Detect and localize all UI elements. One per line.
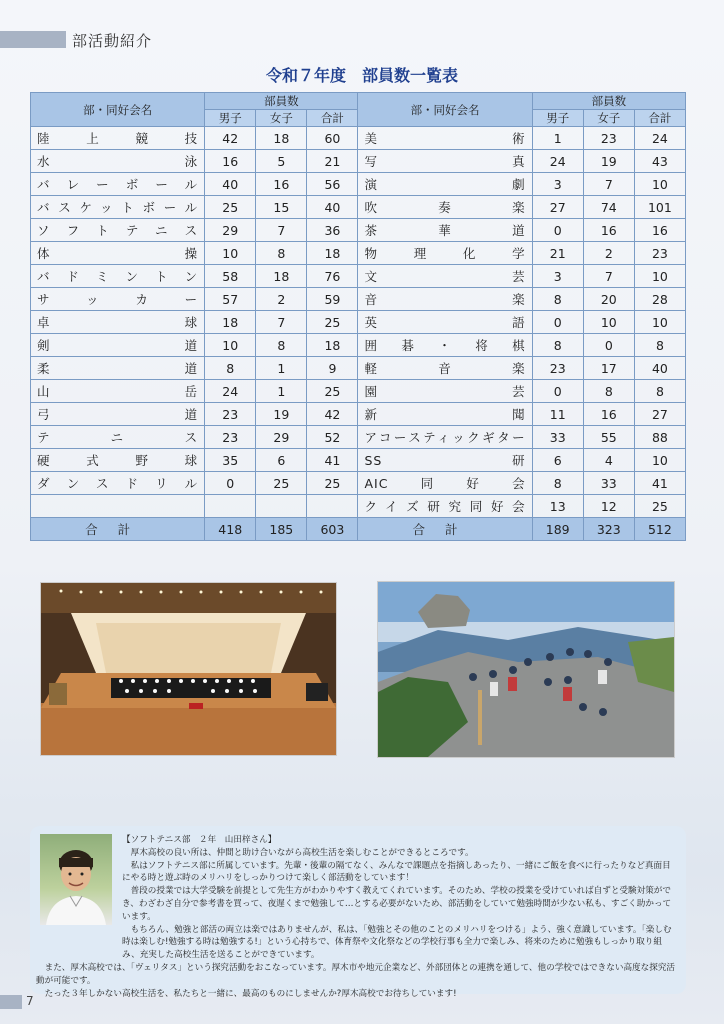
table-row bbox=[31, 265, 686, 288]
total-count-cell: 41 bbox=[634, 472, 685, 495]
female-count-cell: 18 bbox=[256, 127, 307, 150]
member-count-table bbox=[30, 92, 686, 541]
female-count-cell: 29 bbox=[256, 426, 307, 449]
total-count-cell: 16 bbox=[634, 219, 685, 242]
total-sum-left: 603 bbox=[307, 518, 358, 541]
total-count-cell: 36 bbox=[307, 219, 358, 242]
female-count-cell: 19 bbox=[583, 150, 634, 173]
male-header: 男子 bbox=[532, 110, 583, 127]
male-count-cell: 8 bbox=[532, 472, 583, 495]
club-name-cell: 園芸 bbox=[358, 380, 532, 403]
total-count-cell: 8 bbox=[634, 334, 685, 357]
male-count-cell: 10 bbox=[205, 242, 256, 265]
club-name-cell: 柔道 bbox=[31, 357, 205, 380]
testimonial-paragraph: また、厚木高校では、「ヴェリタス」という探究活動をおこなっています。厚木市や地元企業など、外部団体との連携を通して、他の学校ではできない高度な探究活動が可能です。 bbox=[36, 962, 676, 986]
male-count-cell: 27 bbox=[532, 196, 583, 219]
male-count-cell: 8 bbox=[205, 357, 256, 380]
male-count-cell: 23 bbox=[532, 357, 583, 380]
total-count-cell: 10 bbox=[634, 265, 685, 288]
concert-photo-illustration bbox=[41, 583, 336, 755]
male-count-cell: 0 bbox=[532, 380, 583, 403]
section-header-bar bbox=[0, 31, 66, 48]
male-count-cell: 8 bbox=[532, 288, 583, 311]
table-row bbox=[31, 150, 686, 173]
total-count-cell: 76 bbox=[307, 265, 358, 288]
male-count-cell: 10 bbox=[205, 334, 256, 357]
club-name-cell: SS研 bbox=[358, 449, 532, 472]
female-count-cell: 33 bbox=[583, 472, 634, 495]
club-name-header-right: 部・同好会名 bbox=[358, 93, 532, 127]
female-count-cell: 10 bbox=[583, 311, 634, 334]
club-name-cell: 文芸 bbox=[358, 265, 532, 288]
female-header: 女子 bbox=[583, 110, 634, 127]
table-row bbox=[31, 472, 686, 495]
table-row bbox=[31, 495, 686, 518]
male-count-cell: 0 bbox=[532, 311, 583, 334]
female-count-cell: 5 bbox=[256, 150, 307, 173]
female-count-cell: 16 bbox=[583, 403, 634, 426]
female-count-cell: 55 bbox=[583, 426, 634, 449]
total-female-left: 185 bbox=[256, 518, 307, 541]
club-name-cell: 剣道 bbox=[31, 334, 205, 357]
total-count-cell: 40 bbox=[634, 357, 685, 380]
table-row bbox=[31, 426, 686, 449]
total-count-cell: 25 bbox=[307, 472, 358, 495]
total-female-right: 323 bbox=[583, 518, 634, 541]
male-count-cell bbox=[205, 495, 256, 518]
total-count-cell: 59 bbox=[307, 288, 358, 311]
page-number: 7 bbox=[26, 994, 34, 1008]
female-count-cell: 7 bbox=[256, 219, 307, 242]
club-name-cell: 演劇 bbox=[358, 173, 532, 196]
club-name-cell: 硬式野球 bbox=[31, 449, 205, 472]
male-count-cell: 6 bbox=[532, 449, 583, 472]
student-testimonial bbox=[30, 826, 686, 999]
testimonial-heading: 【ソフトテニス部 ２年 山田梓さん】 bbox=[122, 835, 277, 845]
testimonial-paragraph: もちろん、勉強と部活の両立は楽ではありませんが、私は、「勉強とその他のことのメリハリをつける」よう、強く意識しています。「楽しむ時は楽しむ!勉強する時は勉強する!」という心持ちで、体育祭や文化祭などの学校行事も全力で楽しみ、将来のために勉強もしっかり取り組み、充実した高校生活を送ることができています。 bbox=[122, 924, 672, 961]
testimonial-paragraph: 普段の授業では大学受験を前提として先生方がわかりやすく教えてくれています。そのため、学校の授業を受けていれば自ずと受験対策ができ、わざわざ自分で参考書を買って、夜遅くまで勉強して…とする必要がないため、部活動をしていて勉強時間が少ない私も、すごく助かっています。 bbox=[122, 886, 672, 922]
club-name-cell: 茶華道 bbox=[358, 219, 532, 242]
female-count-cell: 8 bbox=[583, 380, 634, 403]
table-row bbox=[31, 380, 686, 403]
club-name-cell: AIC同好会 bbox=[358, 472, 532, 495]
female-count-cell: 1 bbox=[256, 357, 307, 380]
total-count-cell: 25 bbox=[307, 380, 358, 403]
female-count-cell: 19 bbox=[256, 403, 307, 426]
total-count-cell: 10 bbox=[634, 311, 685, 334]
female-count-cell: 7 bbox=[583, 173, 634, 196]
club-name-cell: 写真 bbox=[358, 150, 532, 173]
club-name-cell: アコースティックギター bbox=[358, 426, 532, 449]
table-row bbox=[31, 196, 686, 219]
female-count-cell: 74 bbox=[583, 196, 634, 219]
table-row bbox=[31, 311, 686, 334]
female-count-cell: 2 bbox=[583, 242, 634, 265]
student-avatar bbox=[40, 834, 112, 925]
table-row bbox=[31, 242, 686, 265]
female-count-cell: 4 bbox=[583, 449, 634, 472]
male-count-cell: 57 bbox=[205, 288, 256, 311]
male-count-cell: 0 bbox=[205, 472, 256, 495]
female-count-cell: 8 bbox=[256, 242, 307, 265]
student-portrait bbox=[40, 834, 112, 925]
total-count-cell: 43 bbox=[634, 150, 685, 173]
total-count-cell: 25 bbox=[307, 311, 358, 334]
male-count-cell: 18 bbox=[205, 311, 256, 334]
male-count-cell: 25 bbox=[205, 196, 256, 219]
female-header: 女子 bbox=[256, 110, 307, 127]
total-count-cell bbox=[307, 495, 358, 518]
testimonial-paragraph: 厚木高校の良い所は、仲間と助け合いながら高校生活を楽しむことができるところです。 bbox=[130, 847, 474, 858]
club-name-cell: 弓道 bbox=[31, 403, 205, 426]
total-count-cell: 60 bbox=[307, 127, 358, 150]
male-count-cell: 13 bbox=[532, 495, 583, 518]
table-row bbox=[31, 357, 686, 380]
male-count-cell: 1 bbox=[532, 127, 583, 150]
club-name-cell: バレーボール bbox=[31, 173, 205, 196]
club-name-cell: クイズ研究同好会 bbox=[358, 495, 532, 518]
testimonial-paragraph: たった３年しかない高校生活を、私たちと一緒に、最高のものにしませんか?厚木高校でお待ちしています! bbox=[44, 988, 457, 999]
female-count-cell bbox=[256, 495, 307, 518]
female-count-cell: 15 bbox=[256, 196, 307, 219]
male-header: 男子 bbox=[205, 110, 256, 127]
total-count-cell: 18 bbox=[307, 242, 358, 265]
female-count-cell: 16 bbox=[256, 173, 307, 196]
club-name-cell: テニス bbox=[31, 426, 205, 449]
club-name-cell: 英語 bbox=[358, 311, 532, 334]
male-count-cell: 11 bbox=[532, 403, 583, 426]
female-count-cell: 8 bbox=[256, 334, 307, 357]
total-label-right: 合計 bbox=[358, 518, 532, 541]
male-count-cell: 40 bbox=[205, 173, 256, 196]
club-name-cell: バドミントン bbox=[31, 265, 205, 288]
male-count-cell: 29 bbox=[205, 219, 256, 242]
club-name-cell: 囲碁・将棋 bbox=[358, 334, 532, 357]
table-row bbox=[31, 334, 686, 357]
female-count-cell: 23 bbox=[583, 127, 634, 150]
club-name-cell: 山岳 bbox=[31, 380, 205, 403]
mountain-photo-illustration bbox=[378, 582, 674, 757]
total-header: 合計 bbox=[634, 110, 685, 127]
total-count-cell: 25 bbox=[634, 495, 685, 518]
total-row bbox=[31, 518, 686, 541]
club-name-cell: ソフトテニス bbox=[31, 219, 205, 242]
female-count-cell: 25 bbox=[256, 472, 307, 495]
table-row bbox=[31, 127, 686, 150]
table-title: 令和７年度 部員数一覧表 bbox=[265, 66, 458, 85]
female-count-cell: 0 bbox=[583, 334, 634, 357]
total-sum-right: 512 bbox=[634, 518, 685, 541]
female-count-cell: 17 bbox=[583, 357, 634, 380]
female-count-cell: 7 bbox=[583, 265, 634, 288]
member-count-header-right: 部員数 bbox=[532, 93, 685, 110]
male-count-cell: 16 bbox=[205, 150, 256, 173]
club-name-header-left: 部・同好会名 bbox=[31, 93, 205, 127]
total-count-cell: 9 bbox=[307, 357, 358, 380]
club-name-cell: 軽音楽 bbox=[358, 357, 532, 380]
club-name-cell: 新聞 bbox=[358, 403, 532, 426]
total-count-cell: 8 bbox=[634, 380, 685, 403]
mountain-club-photo bbox=[377, 581, 675, 758]
club-name-cell: 吹奏楽 bbox=[358, 196, 532, 219]
table-row bbox=[31, 403, 686, 426]
total-count-cell: 23 bbox=[634, 242, 685, 265]
male-count-cell: 35 bbox=[205, 449, 256, 472]
table-row bbox=[31, 173, 686, 196]
total-count-cell: 42 bbox=[307, 403, 358, 426]
table-row bbox=[31, 449, 686, 472]
male-count-cell: 58 bbox=[205, 265, 256, 288]
table-row bbox=[31, 288, 686, 311]
club-name-cell: 物理化学 bbox=[358, 242, 532, 265]
club-name-cell bbox=[31, 495, 205, 518]
total-count-cell: 18 bbox=[307, 334, 358, 357]
total-count-cell: 10 bbox=[634, 449, 685, 472]
club-name-cell: 美術 bbox=[358, 127, 532, 150]
club-name-cell: 音楽 bbox=[358, 288, 532, 311]
page-number-bar bbox=[0, 995, 22, 1009]
total-count-cell: 101 bbox=[634, 196, 685, 219]
female-count-cell: 7 bbox=[256, 311, 307, 334]
total-header: 合計 bbox=[307, 110, 358, 127]
total-count-cell: 21 bbox=[307, 150, 358, 173]
male-count-cell: 8 bbox=[532, 334, 583, 357]
total-count-cell: 40 bbox=[307, 196, 358, 219]
male-count-cell: 0 bbox=[532, 219, 583, 242]
male-count-cell: 42 bbox=[205, 127, 256, 150]
female-count-cell: 12 bbox=[583, 495, 634, 518]
section-title: 部活動紹介 bbox=[72, 32, 153, 50]
club-name-cell: 陸上競技 bbox=[31, 127, 205, 150]
male-count-cell: 3 bbox=[532, 173, 583, 196]
club-name-cell: サッカー bbox=[31, 288, 205, 311]
total-count-cell: 41 bbox=[307, 449, 358, 472]
total-count-cell: 10 bbox=[634, 173, 685, 196]
female-count-cell: 18 bbox=[256, 265, 307, 288]
total-male-left: 418 bbox=[205, 518, 256, 541]
total-count-cell: 27 bbox=[634, 403, 685, 426]
table-row bbox=[31, 219, 686, 242]
testimonial-text bbox=[36, 834, 678, 1000]
male-count-cell: 23 bbox=[205, 426, 256, 449]
female-count-cell: 16 bbox=[583, 219, 634, 242]
club-name-cell: 体操 bbox=[31, 242, 205, 265]
club-name-cell: バスケットボール bbox=[31, 196, 205, 219]
total-count-cell: 24 bbox=[634, 127, 685, 150]
male-count-cell: 33 bbox=[532, 426, 583, 449]
male-count-cell: 24 bbox=[532, 150, 583, 173]
total-count-cell: 52 bbox=[307, 426, 358, 449]
male-count-cell: 23 bbox=[205, 403, 256, 426]
member-count-header-left: 部員数 bbox=[205, 93, 358, 110]
female-count-cell: 20 bbox=[583, 288, 634, 311]
total-label-left: 合計 bbox=[31, 518, 205, 541]
female-count-cell: 6 bbox=[256, 449, 307, 472]
female-count-cell: 1 bbox=[256, 380, 307, 403]
concert-photo bbox=[40, 582, 337, 756]
total-count-cell: 56 bbox=[307, 173, 358, 196]
male-count-cell: 24 bbox=[205, 380, 256, 403]
total-count-cell: 28 bbox=[634, 288, 685, 311]
total-count-cell: 88 bbox=[634, 426, 685, 449]
club-name-cell: ダンスドリル bbox=[31, 472, 205, 495]
male-count-cell: 3 bbox=[532, 265, 583, 288]
female-count-cell: 2 bbox=[256, 288, 307, 311]
total-male-right: 189 bbox=[532, 518, 583, 541]
testimonial-paragraph: 私はソフトテニス部に所属しています。先輩・後輩の隔てなく、みんなで課題点を指摘しあったり、一緒にご飯を食べに行ったりなど真面目にやる時と遊ぶ時のメリハリをしっかりつけて楽しく部活動をしています！ bbox=[122, 860, 671, 884]
club-name-cell: 卓球 bbox=[31, 311, 205, 334]
club-name-cell: 水泳 bbox=[31, 150, 205, 173]
male-count-cell: 21 bbox=[532, 242, 583, 265]
